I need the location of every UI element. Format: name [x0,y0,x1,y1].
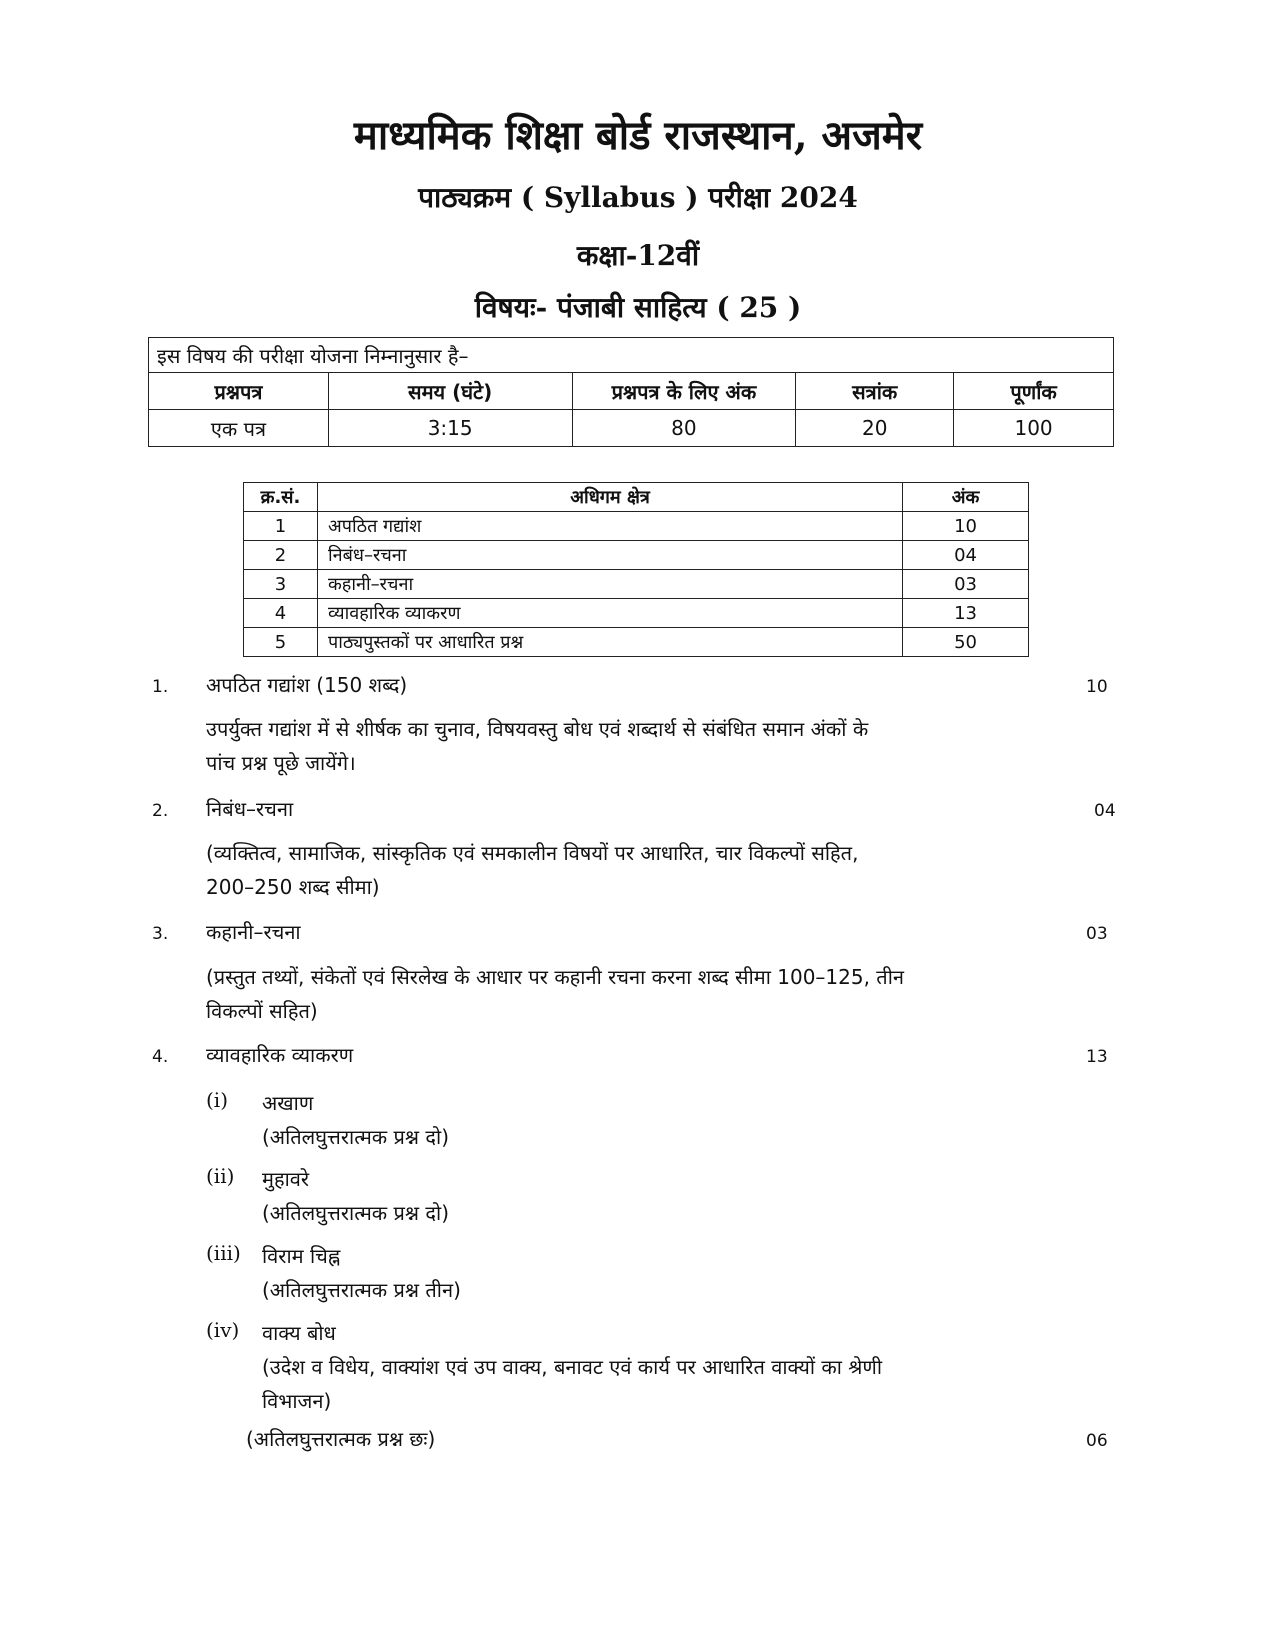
description-line: (प्रस्तुत तथ्यों, संकेतों एवं सिरलेख के आधार पर कहानी रचना करना शब्द सीमा 100–125, तीन [206,965,904,989]
table-row [244,512,1029,541]
table-cell: 1 [244,512,318,541]
table-cell: एक पत्र [149,410,329,447]
table-cell: 20 [796,410,954,447]
table-cell: 04 [903,541,1029,570]
table-cell: निबंध–रचना [317,541,902,570]
table-cell: 13 [903,599,1029,628]
description-line: (व्यक्तित्व, सामाजिक, सांस्कृतिक एवं समकालीन विषयों पर आधारित, चार विकल्पों सहित, [206,841,859,865]
table-cell: 5 [244,628,318,657]
section-description [206,960,1016,1028]
section-marks: 10 [1086,677,1108,697]
section-title: अपठित गद्यांश (150 शब्द) [206,673,408,697]
subitem-title: विराम चिह्न [262,1244,341,1268]
exam-scheme-table [148,337,1114,447]
subitem-description: (अतिलघुत्तरात्मक प्रश्न तीन) [262,1278,461,1302]
table-cell: 03 [903,570,1029,599]
table-cell: 2 [244,541,318,570]
col-header: प्रश्नपत्र के लिए अंक [572,373,796,410]
subitem-number: (iv) [206,1318,240,1342]
subitem [262,1239,1022,1307]
subitem-description: (अतिलघुत्तरात्मक प्रश्न दो) [262,1201,450,1225]
table-cell: 3:15 [328,410,572,447]
section-marks: 03 [1086,924,1108,944]
col-header: अंक [903,483,1029,512]
table-cell: 50 [903,628,1029,657]
section-title: निबंध–रचना [206,797,294,821]
subitem [262,1162,1022,1230]
table-row [244,628,1029,657]
table-cell: अपठित गद्यांश [317,512,902,541]
table-cell: 4 [244,599,318,628]
section-title: व्यावहारिक व्याकरण [206,1043,354,1067]
table-cell: कहानी–रचना [317,570,902,599]
section-marks: 04 [1094,801,1116,821]
subitem-title: वाक्य बोध [262,1321,336,1345]
subitem-title: अखाण [262,1091,314,1115]
class-title: कक्षा-12वीं [576,239,700,272]
description-line: पांच प्रश्न पूछे जायेंगे। [206,751,356,775]
footer-note: (अतिलघुत्तरात्मक प्रश्न छः) [246,1427,436,1451]
board-title: माध्यमिक शिक्षा बोर्ड राजस्थान, अजमेर [353,112,923,159]
section-description [206,712,1016,780]
col-header: प्रश्नपत्र [149,373,329,410]
subitem-description-line: (उदेश व विधेय, वाक्यांश एवं उप वाक्य, बनावट एवं कार्य पर आधारित वाक्यों का श्रेणी [262,1355,883,1379]
section-description [206,836,1016,904]
table-row [244,599,1029,628]
table-cell: 80 [572,410,796,447]
exam-scheme-intro: इस विषय की परीक्षा योजना निम्नानुसार है– [149,338,1114,373]
subitem [262,1316,1022,1418]
learning-areas-header-row [244,483,1029,512]
section-number: 4. [152,1047,169,1067]
section-number: 1. [152,677,169,697]
section-number: 3. [152,924,169,944]
footer-marks: 06 [1086,1431,1108,1451]
table-row [244,570,1029,599]
col-header: पूर्णांक [954,373,1114,410]
subitem-title: मुहावरे [262,1167,310,1191]
table-cell: पाठ्यपुस्तकों पर आधारित प्रश्न [317,628,902,657]
subitem-number: (iii) [206,1241,241,1265]
table-cell: व्यावहारिक व्याकरण [317,599,902,628]
col-header: क्र.सं. [244,483,318,512]
col-header: समय (घंटे) [328,373,572,410]
exam-scheme-header-row [149,373,1114,410]
col-header: अधिगम क्षेत्र [317,483,902,512]
table-cell: 100 [954,410,1114,447]
syllabus-title: पाठ्यक्रम ( Syllabus ) परीक्षा 2024 [418,181,858,214]
subitem-number: (i) [206,1088,229,1112]
subitem-description: (अतिलघुत्तरात्मक प्रश्न दो) [262,1125,450,1149]
section-number: 2. [152,801,169,821]
col-header: सत्रांक [796,373,954,410]
table-row [244,541,1029,570]
exam-scheme-row [149,410,1114,447]
subject-title: विषयः- पंजाबी साहित्य ( 25 ) [474,291,802,324]
subitem-description-line: विभाजन) [262,1389,332,1413]
section-title: कहानी–रचना [206,920,301,944]
section-marks: 13 [1086,1047,1108,1067]
subitem-number: (ii) [206,1164,235,1188]
table-cell: 10 [903,512,1029,541]
description-line: 200–250 शब्द सीमा) [206,875,380,899]
table-cell: 3 [244,570,318,599]
description-line: विकल्पों सहित) [206,999,318,1023]
description-line: उपर्युक्त गद्यांश में से शीर्षक का चुनाव, विषयवस्तु बोध एवं शब्दार्थ से संबंधित समान अंकों के [206,717,869,741]
subitem [262,1086,1022,1154]
learning-areas-table [243,482,1029,657]
